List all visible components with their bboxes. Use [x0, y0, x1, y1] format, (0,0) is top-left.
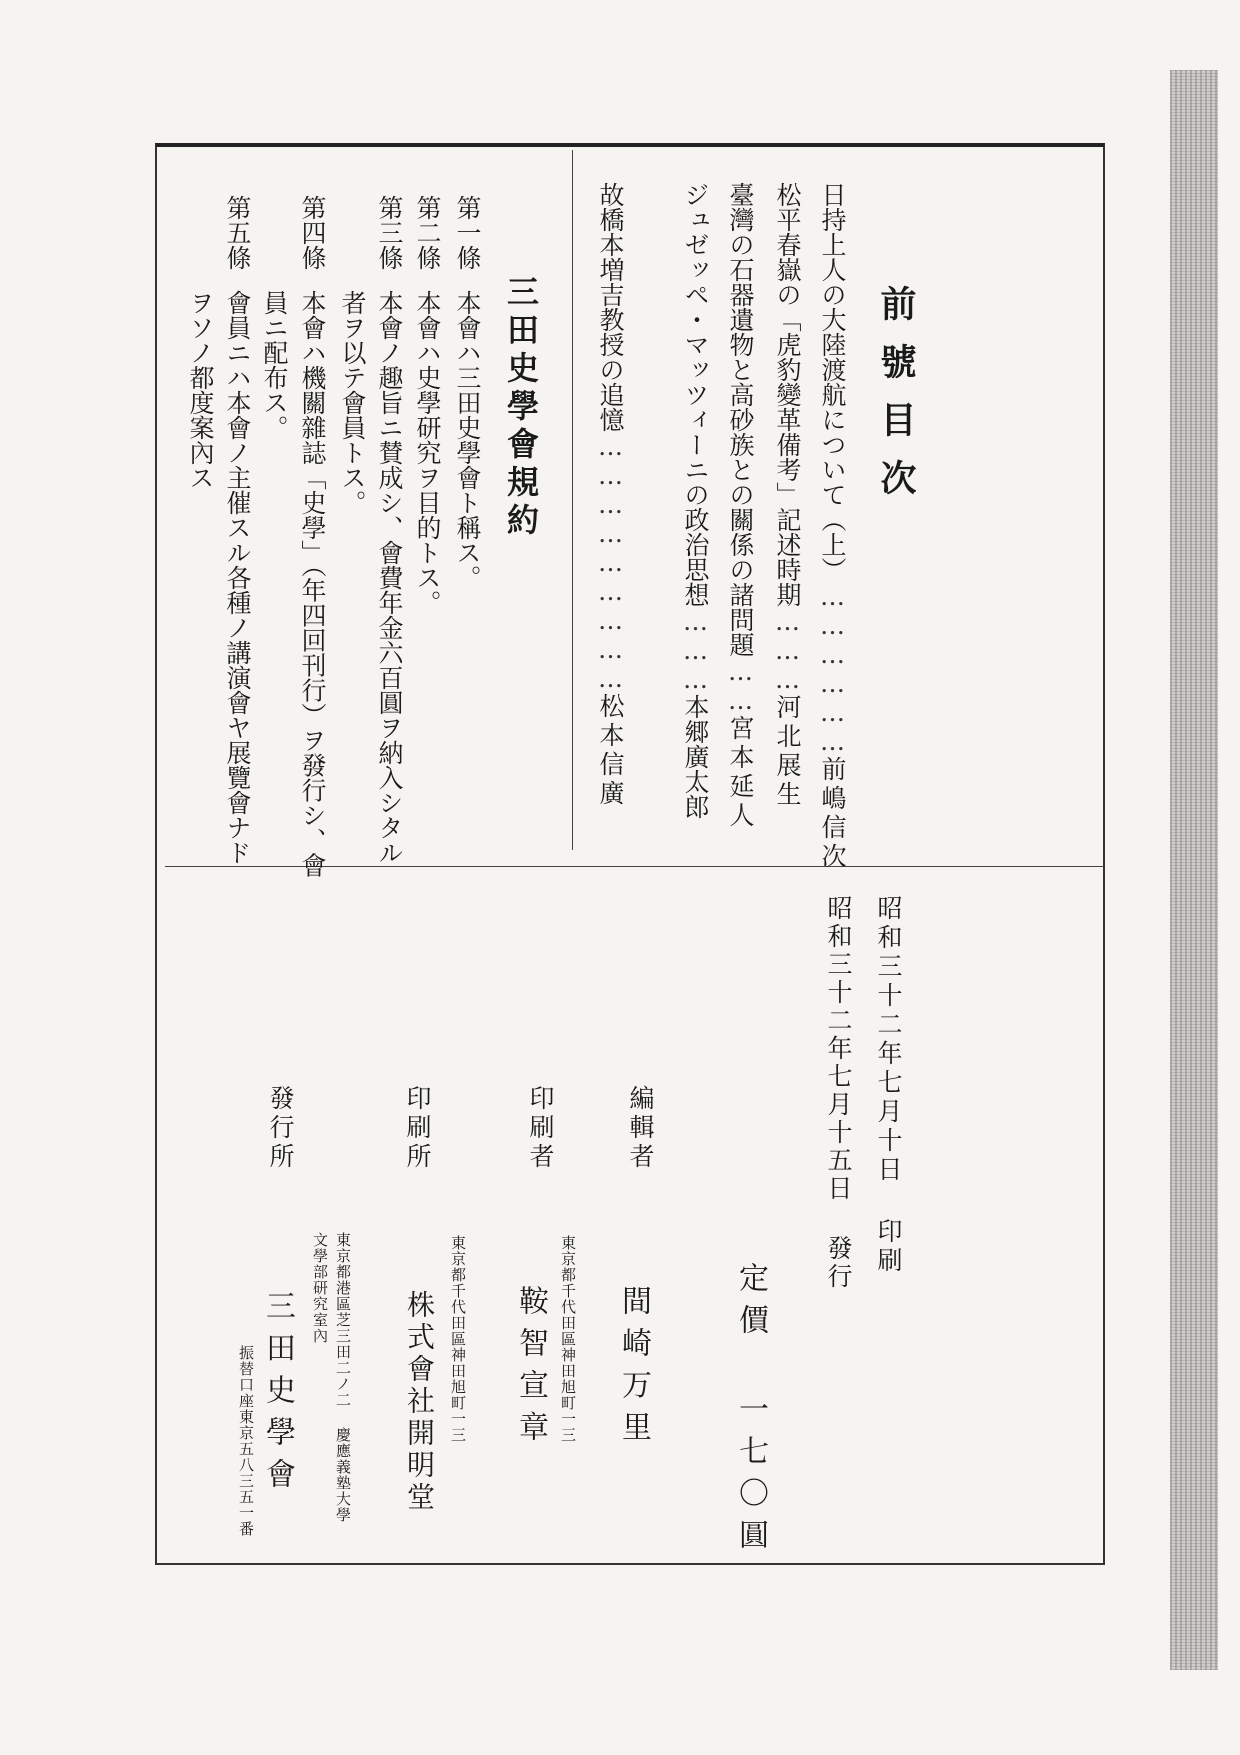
toc-entry-author: 河北展生 — [773, 694, 802, 810]
toc-entry-3 — [728, 182, 753, 831]
toc-leader: ……… — [681, 607, 710, 694]
publisher-name: 三田史學會 — [260, 1290, 295, 1500]
article-5-text: 會員ニハ本會ノ主催スル各種ノ講演會ヤ展覽會ナド — [223, 290, 252, 865]
printed-date: 昭和三十二年七月十日 印刷 — [874, 895, 903, 1276]
publisher-label: 發行所 — [266, 1085, 295, 1172]
toc-entry-title: ジュゼッペ・マッツィーニの政治思想 — [681, 182, 710, 607]
toc-heading: 前號目次 — [875, 285, 917, 517]
article-1-label: 第一條 — [453, 195, 482, 270]
toc-entry-2 — [775, 182, 800, 810]
divider-vertical — [572, 150, 573, 850]
toc-entry-title: 日持上人の大陸渡航について（上） — [818, 182, 847, 582]
publisher-address-2: 文學部研究室內 — [311, 1232, 329, 1344]
toc-leader: ……………………… — [596, 432, 625, 693]
article-2-label: 第二條 — [413, 195, 442, 270]
toc-entry-author: 松本信廣 — [596, 693, 625, 809]
article-5-label: 第五條 — [223, 195, 252, 270]
price: 定價 一七〇圓 — [733, 1262, 768, 1561]
issued-date: 昭和三十二年七月十五日 發行 — [824, 895, 853, 1291]
article-3-text: 本會ノ趣旨ニ賛成シ、會費年金六百圓ヲ納入シタル — [375, 290, 404, 865]
printer-address: 東京都千代田區神田旭町一三 — [449, 1235, 467, 1443]
publisher-account: 振替口座東京五八三五一番 — [237, 1345, 255, 1537]
toc-entry-title: 臺灣の石器遺物と高砂族との關係の諸問題 — [726, 182, 755, 657]
toc-entry-author: 前嶋信次 — [818, 756, 847, 872]
article-4-text-cont: 員ニ配布ス。 — [260, 290, 289, 440]
rules-heading: 三田史學會規約 — [502, 275, 540, 541]
editor-name: 間崎万里 — [616, 1285, 651, 1453]
article-4-label: 第四條 — [298, 195, 327, 270]
page-edge-scan-noise — [1170, 70, 1218, 1670]
article-2-text: 本會ハ史學研究ヲ目的トス。 — [413, 290, 442, 615]
printer-label: 印刷者 — [526, 1085, 555, 1172]
editor-address: 東京都千代田區神田旭町一三 — [559, 1235, 577, 1443]
toc-entry-title: 松平春嶽の「虎豹變革備考」記述時期 — [773, 182, 802, 607]
toc-entry-title: 故橋本増吉教授の追憶 — [596, 182, 625, 432]
printing-office-name: 株式會社開明堂 — [403, 1290, 436, 1514]
printer-name: 鞍智宣章 — [513, 1285, 548, 1453]
toc-leader: ……………… — [818, 582, 847, 756]
editor-label: 編輯者 — [626, 1085, 655, 1172]
article-5-text-cont: ヲソノ都度案內ス — [186, 290, 215, 490]
toc-entry-1 — [820, 182, 845, 872]
toc-entry-author: 本郷廣太郎 — [681, 694, 710, 819]
toc-leader: …… — [726, 657, 755, 715]
toc-entry-4 — [683, 182, 708, 819]
article-3-text-cont: 者ヲ以テ會員トス。 — [338, 290, 367, 515]
article-1-text: 本會ハ三田史學會ト稱ス。 — [453, 290, 482, 590]
printing-office-label: 印刷所 — [403, 1085, 432, 1172]
publisher-address-1: 東京都港區芝三田二ノ二 慶應義塾大學 — [334, 1232, 352, 1523]
toc-entry-author: 宮本延人 — [726, 715, 755, 831]
article-3-label: 第三條 — [375, 195, 404, 270]
toc-leader: ……… — [773, 607, 802, 694]
toc-entry-5 — [598, 182, 623, 809]
article-4-text: 本會ハ機關雜誌「史學」（年四回刊行）ヲ發行シ、會 — [298, 290, 327, 878]
